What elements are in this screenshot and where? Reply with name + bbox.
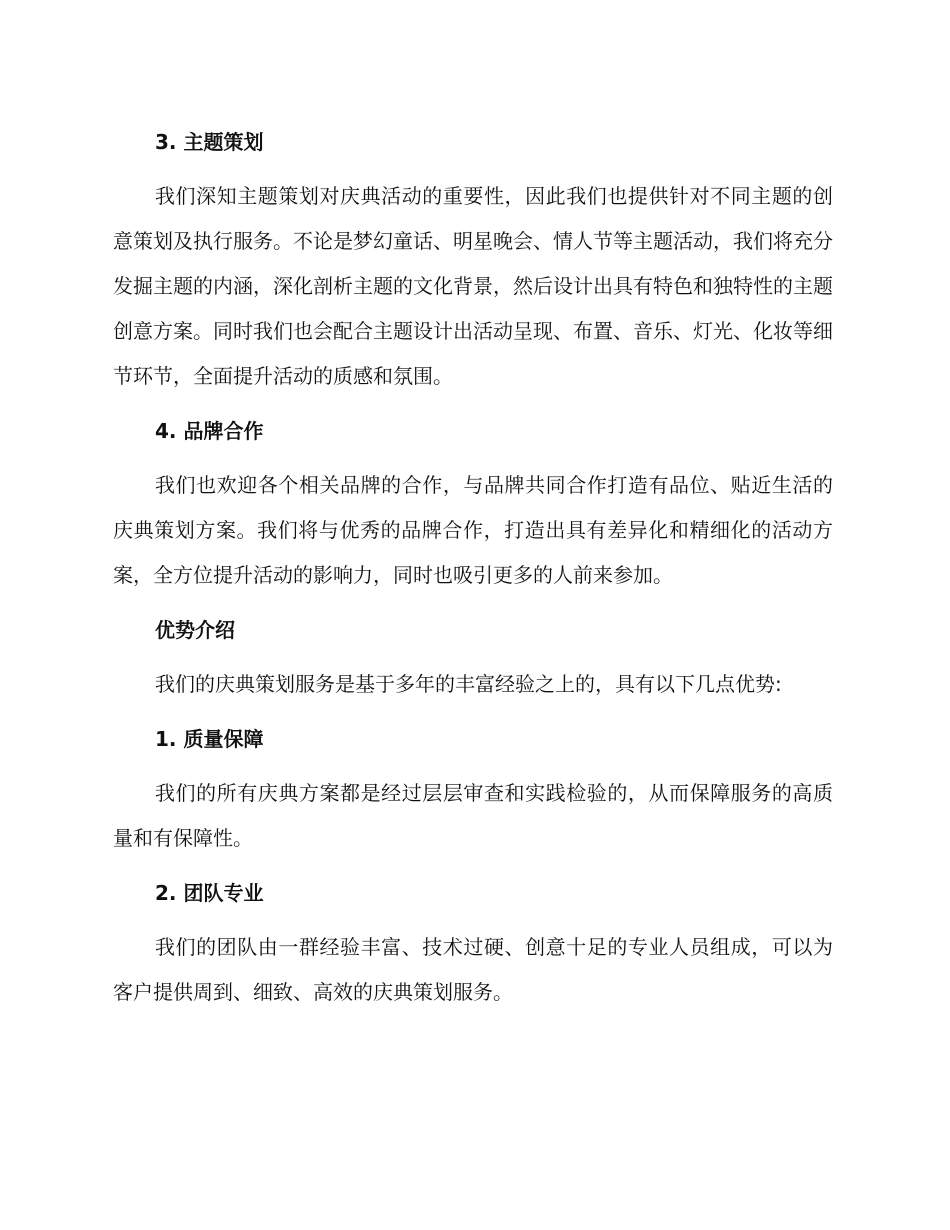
section-heading-quality-assurance: 1. 质量保障 <box>155 727 264 751</box>
document-page <box>113 110 833 1015</box>
section-heading-advantages: 优势介绍 <box>155 618 235 642</box>
section-paragraph-advantages: 我们的庆典策划服务是基于多年的丰富经验之上的，具有以下几点优势: <box>155 672 782 696</box>
section-paragraph-professional-team: 我们的团队由一群经验丰富、技术过硬、创意十足的专业人员组成，可以为客户提供周到、细致、高效的庆典策划服务。 <box>113 935 833 1004</box>
section-heading-brand-cooperation: 4. 品牌合作 <box>155 419 264 443</box>
section-paragraph-brand-cooperation: 我们也欢迎各个相关品牌的合作，与品牌共同合作打造有品位、贴近生活的庆典策划方案。我们将与优秀的品牌合作，打造出具有差异化和精细化的活动方案，全方位提升活动的影响力，同时也吸引更多的人前来参加。 <box>113 473 833 587</box>
section-heading-professional-team: 2. 团队专业 <box>155 881 264 905</box>
section-paragraph-quality-assurance: 我们的所有庆典方案都是经过层层审查和实践检验的，从而保障服务的高质量和有保障性。 <box>113 781 833 850</box>
section-heading-theme-planning: 3. 主题策划 <box>155 130 264 154</box>
section-paragraph-theme-planning: 我们深知主题策划对庆典活动的重要性，因此我们也提供针对不同主题的创意策划及执行服务。不论是梦幻童话、明星晚会、情人节等主题活动，我们将充分发掘主题的内涵，深化剖析主题的文化背景，然后设计出具有特色和独特性的主题创意方案。同时我们也会配合主题设计出活动呈现、布置、音乐、灯光、化妆等细节环节，全面提升活动的质感和氛围。 <box>113 184 833 388</box>
